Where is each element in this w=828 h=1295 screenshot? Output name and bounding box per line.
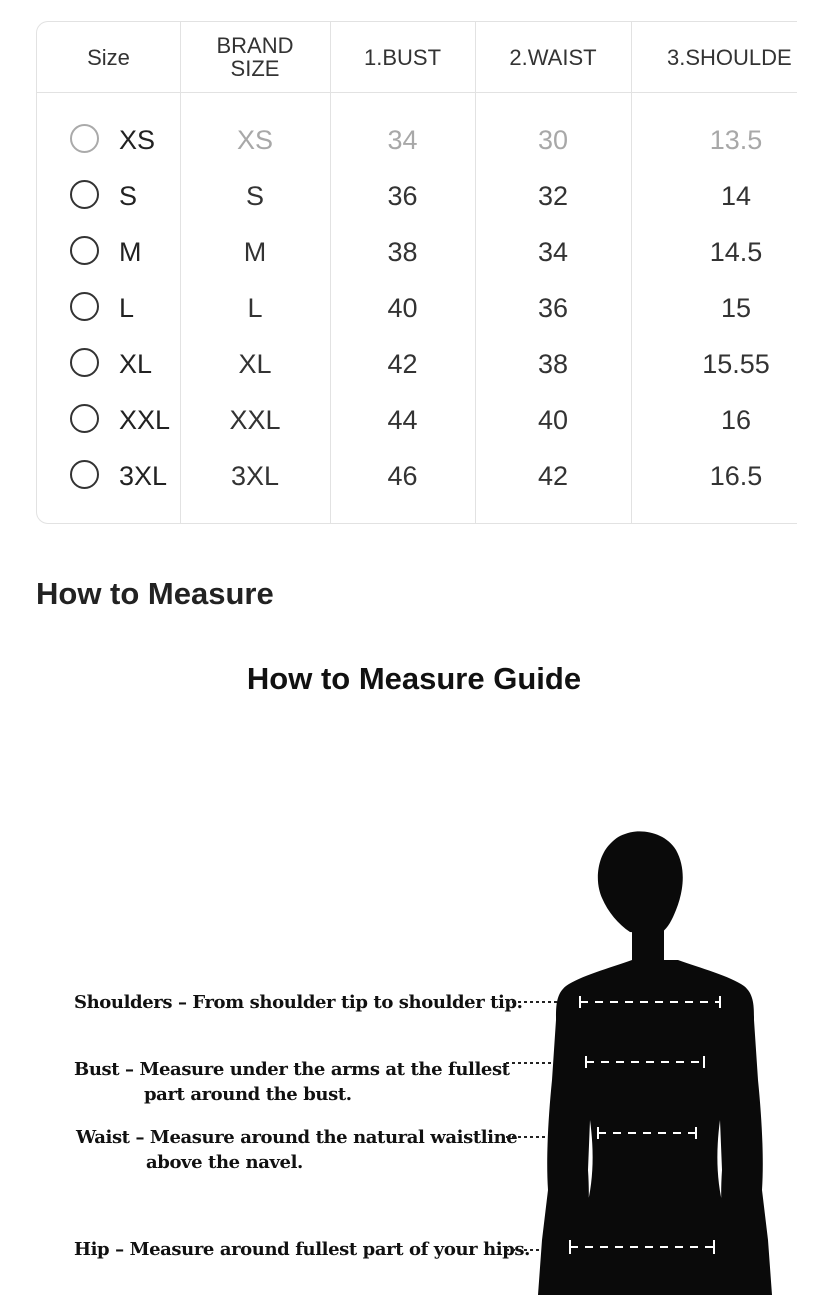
- size-label: L: [119, 292, 135, 323]
- cell-brand-size: M: [243, 236, 267, 267]
- cell-bust: 42: [387, 348, 418, 379]
- shoulders-text: Shoulders – From shoulder tip to shoulder tip.: [74, 992, 523, 1013]
- size-radio-button[interactable]: [70, 124, 99, 153]
- cell-bust: 38: [387, 236, 418, 267]
- size-radio-button[interactable]: [70, 348, 99, 377]
- shoulders-instruction: [74, 990, 523, 1015]
- bust-text-line1: Bust – Measure under the arms at the fullest: [74, 1059, 510, 1080]
- header-shoulder: 3.SHOULDE: [667, 44, 792, 70]
- size-row-s[interactable]: [37, 168, 797, 224]
- header-waist: 2.WAIST: [509, 44, 597, 70]
- cell-brand-size: XS: [236, 124, 274, 155]
- cell-brand-size: XL: [238, 348, 272, 379]
- header-brand-line2: SIZE: [230, 56, 280, 81]
- size-label: 3XL: [119, 460, 168, 491]
- size-row-m[interactable]: [37, 224, 797, 280]
- cell-bust: 36: [387, 180, 418, 211]
- cell-bust: 46: [387, 460, 418, 491]
- guide-title: How to Measure Guide: [246, 661, 582, 696]
- size-row-xs[interactable]: [37, 112, 797, 168]
- cell-waist: 30: [537, 124, 569, 155]
- size-row-xxl[interactable]: [37, 392, 797, 448]
- cell-brand-size: S: [245, 180, 264, 211]
- bust-instruction: [74, 1057, 510, 1107]
- cell-waist: 40: [537, 404, 569, 435]
- cell-brand-size: 3XL: [230, 460, 280, 491]
- cell-brand-size: L: [247, 292, 263, 323]
- cell-shoulder: 15: [720, 292, 752, 323]
- header-size: Size: [87, 44, 130, 70]
- woman-silhouette: [538, 831, 772, 1295]
- table-header-row: [37, 22, 797, 93]
- hip-text: Hip – Measure around fullest part of your hips.: [74, 1239, 531, 1260]
- cell-brand-size: XXL: [229, 404, 281, 435]
- cell-shoulder: 14.5: [709, 236, 763, 267]
- section-title-how-to-measure: How to Measure: [36, 576, 274, 611]
- size-label: M: [119, 236, 142, 267]
- header-brand-size: [180, 22, 330, 92]
- header-brand-line1: BRAND: [216, 33, 294, 58]
- size-chart-table: [36, 21, 797, 524]
- bust-text-line2: part around the bust.: [144, 1084, 352, 1105]
- cell-shoulder: 16: [720, 404, 752, 435]
- size-radio-button[interactable]: [70, 236, 99, 265]
- body-silhouette-figure: [490, 820, 828, 1295]
- cell-bust: 44: [387, 404, 418, 435]
- size-radio-button[interactable]: [70, 180, 99, 209]
- cell-waist: 34: [537, 236, 569, 267]
- size-radio-button[interactable]: [70, 460, 99, 489]
- size-label: S: [119, 180, 138, 211]
- hip-instruction: [74, 1237, 530, 1262]
- cell-shoulder: 13.5: [709, 124, 763, 155]
- size-row-xl[interactable]: [37, 336, 797, 392]
- cell-waist: 38: [537, 348, 569, 379]
- cell-bust: 40: [387, 292, 418, 323]
- size-radio-button[interactable]: [70, 292, 99, 321]
- size-radio-button[interactable]: [70, 404, 99, 433]
- cell-waist: 32: [537, 180, 569, 211]
- waist-text-line2: above the navel.: [146, 1152, 303, 1173]
- header-bust: 1.BUST: [363, 44, 442, 70]
- size-row-l[interactable]: [37, 280, 797, 336]
- cell-waist: 42: [537, 460, 569, 491]
- size-label: XL: [119, 348, 153, 379]
- cell-shoulder: 16.5: [709, 460, 763, 491]
- waist-text-line1: Waist – Measure around the natural waistline: [76, 1127, 518, 1148]
- cell-bust: 34: [387, 124, 418, 155]
- size-label: XXL: [119, 404, 171, 435]
- cell-waist: 36: [537, 292, 569, 323]
- cell-shoulder: 14: [720, 180, 752, 211]
- cell-shoulder: 15.55: [702, 348, 770, 379]
- waist-instruction: [76, 1125, 517, 1175]
- size-label: XS: [119, 124, 156, 155]
- size-row-3xl[interactable]: [37, 448, 797, 504]
